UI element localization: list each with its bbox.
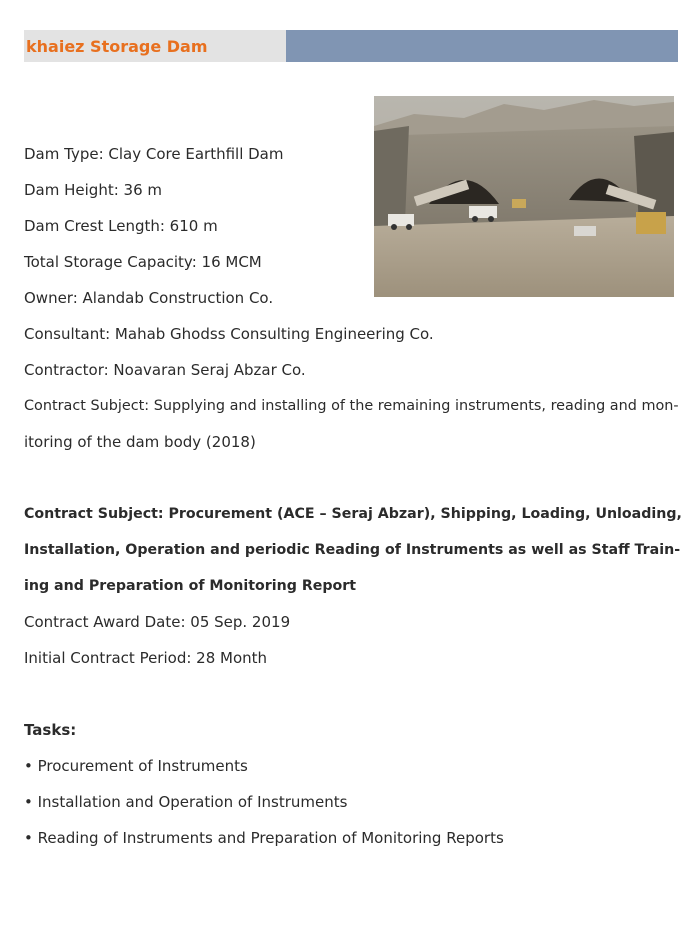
contract2-subject-line1: Contract Subject: Procurement (ACE – Seraj Abzar), Shipping, Loading, Unloading, — [24, 506, 682, 522]
detail-storage-capacity: Total Storage Capacity: 16 MCM — [24, 253, 262, 271]
detail-contractor: Contractor: Noavaran Seraj Abzar Co. — [24, 361, 306, 379]
title-bar — [24, 30, 678, 62]
detail-dam-height: Dam Height: 36 m — [24, 181, 162, 199]
detail-consultant: Consultant: Mahab Ghodss Consulting Engineering Co. — [24, 325, 434, 343]
task-item: • Procurement of Instruments — [24, 757, 248, 775]
page-title: khaiez Storage Dam — [26, 36, 208, 56]
title-accent-bar — [286, 30, 678, 62]
detail-crest-length: Dam Crest Length: 610 m — [24, 217, 218, 235]
contract2-period: Initial Contract Period: 28 Month — [24, 649, 268, 667]
detail-contract-subject: Contract Subject: Supplying and installing of the remaining instruments, reading and mon- — [24, 398, 679, 414]
tasks-heading: Tasks: — [24, 721, 77, 739]
dam-site-photo — [374, 96, 674, 297]
task-item: • Reading of Instruments and Preparation of Monitoring Reports — [24, 829, 504, 847]
contract2-subject-line3: ing and Preparation of Monitoring Report — [24, 578, 357, 594]
contract2-award-date: Contract Award Date: 05 Sep. 2019 — [24, 613, 291, 631]
detail-dam-type: Dam Type: Clay Core Earthfill Dam — [24, 145, 284, 163]
task-item: • Installation and Operation of Instruments — [24, 793, 348, 811]
detail-owner: Owner: Alandab Construction Co. — [24, 289, 274, 307]
title-box — [24, 30, 286, 62]
contract2-subject-line2: Installation, Operation and periodic Reading of Instruments as well as Staff Train- — [24, 542, 681, 558]
detail-contract-subject-cont: itoring of the dam body (2018) — [24, 433, 256, 451]
